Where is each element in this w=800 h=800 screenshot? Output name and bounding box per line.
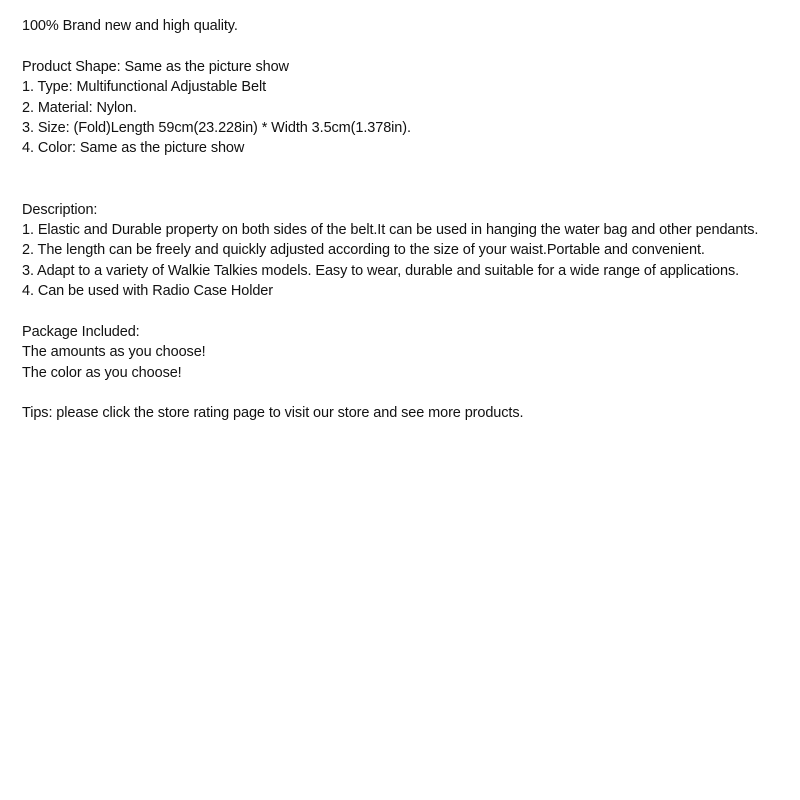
description-item: 1. Elastic and Durable property on both sides of the belt.It can be used in hanging the water bag and other pendants. — [22, 221, 759, 238]
description-item: 4. Can be used with Radio Case Holder — [22, 283, 273, 300]
spacer — [22, 179, 798, 199]
spacer — [22, 383, 798, 403]
package-heading: Package Included: — [22, 323, 140, 340]
spec-item-type: 1. Type: Multifunctional Adjustable Belt — [22, 79, 266, 96]
spec-item-size: 3. Size: (Fold)Length 59cm(23.228in) * Width 3.5cm(1.378in). — [22, 119, 411, 136]
package-item: The amounts as you choose! — [22, 344, 206, 361]
package-item: The color as you choose! — [22, 364, 182, 381]
product-shape-text: Product Shape: Same as the picture show — [22, 58, 289, 75]
intro-text: 100% Brand new and high quality. — [22, 18, 238, 34]
spacer — [22, 301, 798, 321]
description-item: 2. The length can be freely and quickly adjusted according to the size of your waist.Portable and convenient. — [22, 242, 705, 259]
product-description-document — [22, 16, 798, 424]
spec-item-material: 2. Material: Nylon. — [22, 99, 137, 116]
spec-item-color: 4. Color: Same as the picture show — [22, 140, 245, 157]
description-heading: Description: — [22, 201, 98, 218]
description-item: 3. Adapt to a variety of Walkie Talkies models. Easy to wear, durable and suitable for a wide range of applications. — [22, 262, 740, 279]
spacer — [22, 159, 798, 179]
tips-text: Tips: please click the store rating page to visit our store and see more products. — [22, 405, 524, 422]
spacer — [22, 36, 798, 56]
